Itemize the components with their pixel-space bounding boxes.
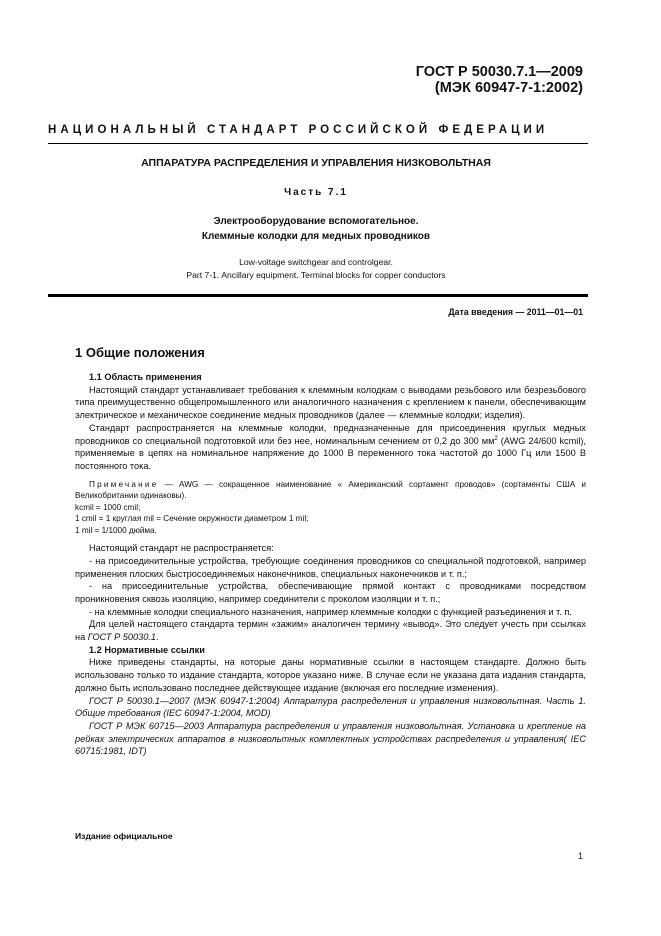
part-number: Часть 7.1 <box>284 187 348 198</box>
page-number: 1 <box>578 851 584 861</box>
subsection-1-1-title: 1.1 Область применения <box>89 372 202 382</box>
english-title-line-1: Low-voltage switchgear and controlgear. <box>239 257 393 267</box>
note-paragraph <box>75 479 586 502</box>
paragraph-applies <box>75 422 586 473</box>
reference-gost-iec-60715: ГОСТ Р МЭК 60715—2003 Аппаратура распределения и управления низковольтная. Установка и крепление на рейках электрических аппаратов в низковольтных комплектных устройствах распределения и управления( IEC 60715:1981, IDT) <box>75 720 586 757</box>
introduction-date: Дата введения — 2011—01—01 <box>448 307 583 317</box>
subtitle-line-1: Электрооборудование вспомогательное. <box>213 216 419 227</box>
heading-divider <box>48 143 588 144</box>
document-title: АППАРАТУРА РАСПРЕДЕЛЕНИЯ И УПРАВЛЕНИЯ НИЗКОВОЛЬТНАЯ <box>141 157 491 169</box>
reference-gost-50030-1: ГОСТ Р 50030.1—2007 (МЭК 60947-1:2004) Аппаратура распределения и управления низковольтная. Часть 1. Общие требования (IEC 60947-1:2004, MOD) <box>75 695 586 719</box>
list-item: - на клеммные колодки специального назначения, например клеммные колодки с функцией разъединения и т. п. <box>89 606 572 617</box>
paragraph-applies-text-a: Стандарт распространяется на клеммные колодки, предназначенные для присоединения круглых медных проводников со специальной подготовкой или без нее, номинальным сечением от 0,2 до 300 мм <box>75 422 586 446</box>
list-item: - на присоединительные устройства, обеспечивающие прямой контакт с проводниками посредством проникновения сквозь изоляцию, например соединители с проколом изоляции и т. п.; <box>75 581 586 604</box>
paragraph-applies-text-b: (AWG 24/600 kcmil), применяемые в цепях на номинальное напряжение до 1000 В переменного тока частотой до 1000 Гц или 1500 В постоянного тока. <box>75 435 586 471</box>
standard-number-iec: (МЭК 60947-7-1:2002) <box>434 80 583 96</box>
section-1-body <box>75 371 586 758</box>
note-line-mil: 1 mil = 1/1000 дюйма. <box>75 525 157 535</box>
paragraph-term-ref: ГОСТ Р 50030.1 <box>87 632 156 643</box>
paragraph-not-applies: Настоящий стандарт не распространяется: <box>89 543 274 554</box>
english-title <box>48 256 584 282</box>
national-standard-heading: НАЦИОНАЛЬНЫЙ СТАНДАРТ РОССИЙСКОЙ ФЕДЕРАЦИИ <box>48 124 549 136</box>
paragraph-scope: Настоящий стандарт устанавливает требования к клеммным колодкам с выводами резьбового или безрезьбового типа преимущественно общепромышленного или аналогичного назначения с креплением к панели, обеспечивающим электрическое и механическое соединение медных проводников (далее — клеммные колодки; изделия). <box>75 384 586 421</box>
superscript-2: 2 <box>494 435 498 442</box>
paragraph-references: Ниже приведены стандарты, на которые даны нормативные ссылки в настоящем стандарте. Должно быть использовано только то издание стандарта, которое указано ниже. В случае если не указана дата издания стандарта, должно быть использовано последнее действующее издание (включая его последние изменения). <box>75 657 586 693</box>
standard-number <box>416 64 583 96</box>
list-item: - на присоединительные устройства, требующие соединения проводников со специальной подготовкой, например применения плоских быстросоединяемых наконечников, специальных наконечников и т. п.; <box>75 555 586 579</box>
note-text: — AWG — сокращенное наименование « Американский сортамент проводов» (сортаменты США и Великобритании одинаковы). <box>75 479 586 501</box>
document-subtitle <box>48 214 584 244</box>
note-line-kcmil: kcmil = 1000 cmil; <box>75 502 141 512</box>
note-line-cmil: 1 cmil = 1 круглая mil = Сечение окружности диаметром 1 mil; <box>75 514 309 524</box>
paragraph-term-text-b: . <box>155 632 159 643</box>
paragraph-term-text-a: Для целей настоящего стандарта термин «зажим» аналогичен термину «вывод». Это следует учесть при ссылках на <box>75 619 586 643</box>
subsection-1-2-title: 1.2 Нормативные ссылки <box>89 644 205 655</box>
standard-number-gost: ГОСТ Р 50030.7.1—2009 <box>415 64 583 80</box>
subtitle-line-2: Клеммные колодки для медных проводников <box>201 231 431 242</box>
paragraph-term <box>75 618 586 643</box>
section-1-title: 1 Общие положения <box>75 345 205 360</box>
title-divider <box>48 294 588 297</box>
note-label: Примечание <box>89 479 159 489</box>
english-title-line-2: Part 7-1. Ancillary equipment. Terminal blocks for copper conductors <box>186 270 446 280</box>
official-edition-label: Издание официальное <box>75 831 173 841</box>
